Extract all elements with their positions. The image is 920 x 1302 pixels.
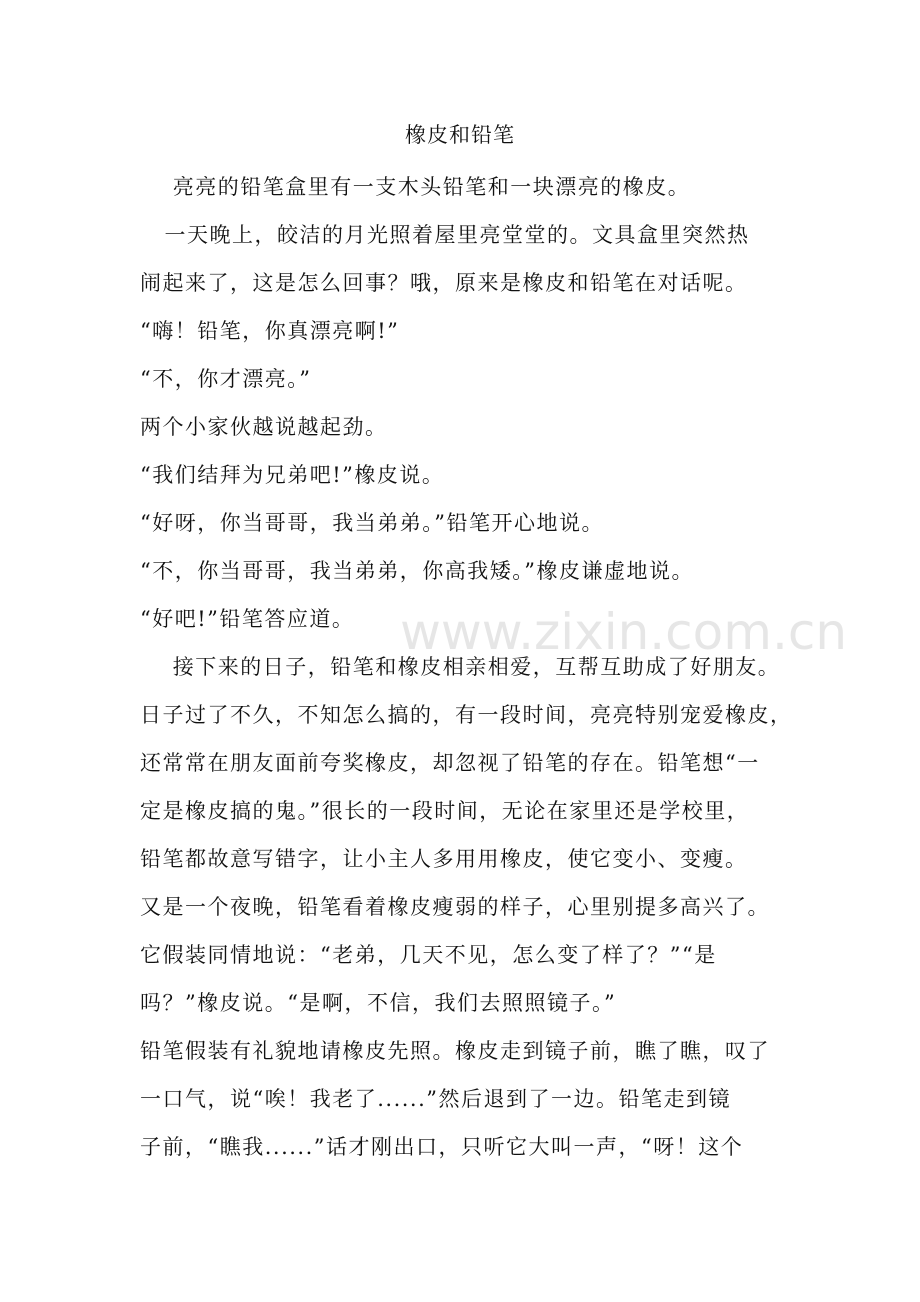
document-line: 吗？”橡皮说。“是啊，不信，我们去照照镜子。” xyxy=(140,991,617,1015)
document-title: 橡皮和铅笔 xyxy=(405,123,515,147)
document-line: 又是一个夜晚，铅笔看着橡皮瘦弱的样子，心里别提多高兴了。 xyxy=(140,895,770,919)
document-line: 日子过了不久，不知怎么搞的，有一段时间，亮亮特别宠爱橡皮， xyxy=(140,703,793,727)
document-line: “我们结拜为兄弟吧!”橡皮说。 xyxy=(140,463,445,487)
document-line: “不，你才漂亮。” xyxy=(140,367,312,391)
document-line: 一口气，说“唉！我老了......”然后退到了一边。铅笔走到镜 xyxy=(140,1087,732,1111)
document-line: “嗨！铅笔，你真漂亮啊!” xyxy=(140,319,400,343)
document-line: 两个小家伙越说越起劲。 xyxy=(140,415,388,439)
document-line: “好吧!”铅笔答应道。 xyxy=(140,607,355,631)
document-line: 子前，“瞧我......”话才刚出口，只听它大叫一声，“呀！这个 xyxy=(140,1135,744,1159)
document-line: 闹起来了，这是怎么回事？哦，原来是橡皮和铅笔在对话呢。 xyxy=(140,271,748,295)
document-line: 它假装同情地说：“老弟，几天不见，怎么变了样了？”“是 xyxy=(140,943,717,967)
document-line: 还常常在朋友面前夸奖橡皮，却忽视了铅笔的存在。铅笔想“一 xyxy=(140,751,760,775)
document-line: “不，你当哥哥，我当弟弟，你高我矮。”橡皮谦虚地说。 xyxy=(140,559,694,583)
document-line: “好呀，你当哥哥，我当弟弟。”铅笔开心地说。 xyxy=(140,511,604,535)
document-line: 亮亮的铅笔盒里有一支木头铅笔和一块漂亮的橡皮。 xyxy=(140,175,691,199)
document-line: 铅笔假装有礼貌地请橡皮先照。橡皮走到镜子前，瞧了瞧，叹了 xyxy=(140,1039,770,1063)
watermark: www.zixin.com.cn xyxy=(400,603,848,661)
document-line: 一天晚上，皎洁的月光照着屋里亮堂堂的。文具盒里突然热 xyxy=(140,223,750,247)
document-line: 定是橡皮搞的鬼。”很长的一段时间，无论在家里还是学校里， xyxy=(140,799,750,823)
document-line: 铅笔都故意写错字，让小主人多用用橡皮，使它变小、变瘦。 xyxy=(140,847,748,871)
document-line: 接下来的日子，铅笔和橡皮相亲相爱，互帮互助成了好朋友。 xyxy=(140,655,781,679)
